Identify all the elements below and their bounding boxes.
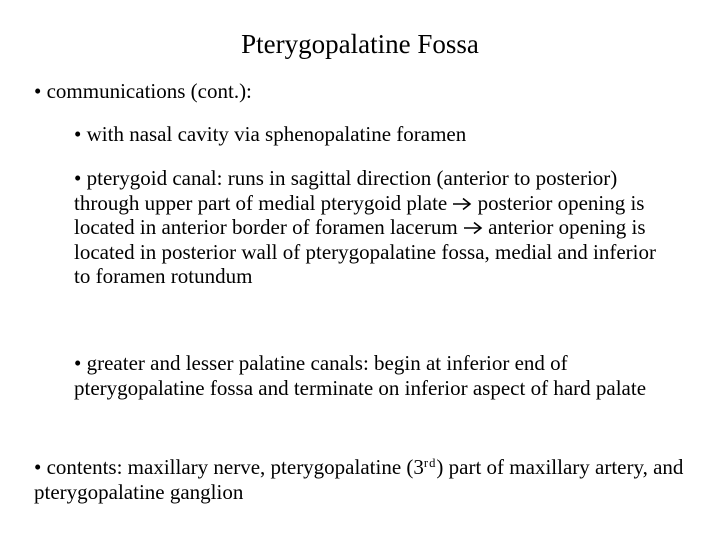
bullet-contents	[34, 455, 694, 504]
bullet-text: greater and lesser palatine canals: begin at inferior end of pterygopalatine fossa and terminate on inferior aspect of hard palate	[74, 351, 647, 400]
bullet-text-part-2: ) part of maxillary artery, and pterygopalatine ganglion	[34, 455, 684, 504]
bullet-marker: •	[74, 351, 82, 375]
bullet-marker: •	[34, 79, 42, 103]
bullet-text-part-3: anterior opening is located in posterior wall of pterygopalatine fossa, medial and inferior to foramen rotundum	[74, 215, 656, 288]
right-arrow-icon	[463, 215, 483, 240]
sub-bullet-nasal	[74, 122, 674, 147]
bullet-text-part-1: contents: maxillary nerve, pterygopalatine (3	[46, 455, 424, 479]
ordinal-superscript: rd	[423, 456, 437, 471]
right-arrow-icon	[452, 191, 472, 216]
sub-bullet-palatine-canals	[74, 351, 674, 400]
bullet-marker: •	[34, 455, 42, 479]
bullet-text-part-2: posterior opening is located in anterior border of foramen lacerum	[74, 190, 645, 239]
bullet-text: communications (cont.):	[46, 79, 252, 103]
bullet-marker: •	[74, 122, 82, 146]
bullet-marker: •	[74, 166, 82, 190]
bullet-text: with nasal cavity via sphenopalatine foramen	[86, 122, 467, 146]
sub-bullet-pterygoid-canal	[74, 166, 674, 289]
bullet-text-part-1: pterygoid canal: runs in sagittal direction (anterior to posterior) through upper part of medial pterygoid plate	[74, 166, 618, 215]
bullet-communications	[34, 79, 694, 104]
slide-title: Pterygopalatine Fossa	[241, 29, 479, 59]
